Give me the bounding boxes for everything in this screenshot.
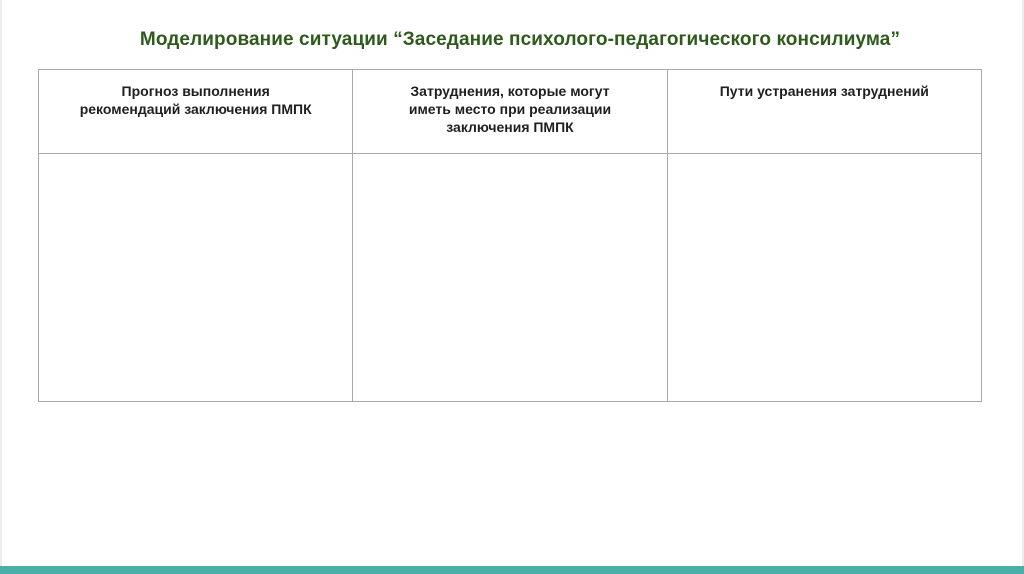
body-cell-solutions: [667, 154, 981, 402]
table-header-row: [39, 70, 982, 154]
header-cell-difficulties: [353, 70, 667, 154]
slide-title: Моделирование ситуации “Заседание психолого-педагогического консилиума”: [139, 29, 901, 50]
body-cell-difficulties: [353, 154, 667, 402]
worksheet-table: [38, 69, 982, 402]
header-cell-solutions: [667, 70, 981, 154]
bottom-accent-bar: [0, 566, 1024, 574]
table-body-row: [39, 154, 982, 402]
header-cell-forecast: [39, 70, 353, 154]
header-label-solutions: Пути устранения затруднений: [719, 83, 929, 99]
header-label-forecast: Прогноз выполнения рекомендаций заключения ПМПК: [79, 83, 312, 117]
slide-left-edge: [0, 0, 2, 574]
header-label-difficulties: Затруднения, которые могут иметь место при реализации заключения ПМПК: [408, 83, 612, 135]
body-cell-forecast: [39, 154, 353, 402]
